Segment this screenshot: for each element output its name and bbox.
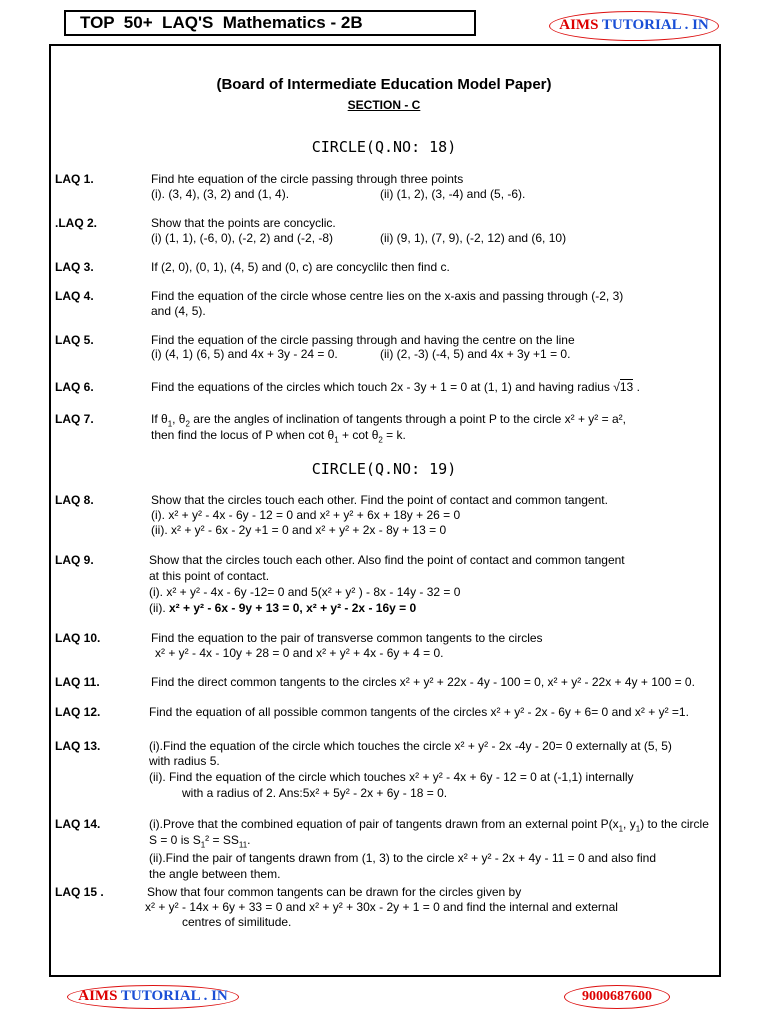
brand-logo-footer: AIMS TUTORIAL . IN [67, 985, 239, 1009]
question-label: LAQ 12. [55, 705, 101, 719]
question-part: (ii). x² + y² - 6x - 9y + 13 = 0, x² + y² - 2x - 16y = 0 [149, 601, 417, 615]
question-label: LAQ 1. [55, 172, 94, 186]
question-text: Find hte equation of the circle passing through three points [151, 172, 464, 186]
question-text: Find the equations of the circles which touch 2x - 3y + 1 = 0 at (1, 1) and having radius √13 . [151, 380, 640, 394]
question-text: x² + y² - 4x - 10y + 28 = 0 and x² + y² + 4x - 6y + 4 = 0. [155, 646, 444, 660]
question-part: (i) (4, 1) (6, 5) and 4x + 3y - 24 = 0. [151, 347, 338, 361]
question-text: Find the equation of the circle passing through and having the centre on the line [151, 333, 575, 347]
question-text: Find the equation of the circle whose centre lies on the x-axis and passing through (-2, 3) [151, 289, 624, 303]
question-text: centres of similitude. [182, 915, 292, 929]
heading-q18: CIRCLE(Q.NO: 18) [311, 138, 457, 156]
question-part: (ii) (1, 2), (3, -4) and (5, -6). [380, 187, 526, 201]
question-text: Find the direct common tangents to the circles x² + y² + 22x - 4y - 100 = 0, x² + y² - 22x + 4y + 100 = 0. [151, 675, 695, 689]
question-label: LAQ 5. [55, 333, 94, 347]
sqrt-icon: √ [613, 380, 620, 394]
sqrt-radicand: 13 [619, 380, 634, 394]
question-part: (ii) (2, -3) (-4, 5) and 4x + 3y +1 = 0. [380, 347, 571, 361]
question-part: (i). x² + y² - 4x - 6y - 12 = 0 and x² + y² + 6x + 18y + 26 = 0 [151, 508, 461, 522]
question-label: LAQ 15 . [55, 885, 104, 899]
question-part: (i). (3, 4), (3, 2) and (1, 4). [151, 187, 290, 201]
question-text: at this point of contact. [149, 569, 270, 583]
question-text: x² + y² - 14x + 6y + 33 = 0 and x² + y² + 30x - 2y + 1 = 0 and find the internal and external [145, 900, 618, 914]
question-text: Find the equation of all possible common tangents of the circles x² + y² - 2x - 6y + 6= 0 and x² + y² =1. [149, 705, 689, 719]
question-label: LAQ 4. [55, 289, 94, 303]
question-label: LAQ 11. [55, 675, 100, 689]
question-text: Show that the circles touch each other. Find the point of contact and common tangent. [151, 493, 608, 507]
phone-number: 9000687600 [564, 985, 670, 1009]
brand-logo-top: AIMS TUTORIAL . IN [549, 11, 719, 41]
question-part: (i) (1, 1), (-6, 0), (-2, 2) and (-2, -8) [151, 231, 334, 245]
heading-q19: CIRCLE(Q.NO: 19) [311, 460, 457, 478]
question-part: (i).Find the equation of the circle which touches the circle x² + y² - 2x -4y - 20= 0 externally at (5, 5) [149, 739, 672, 753]
question-label: LAQ 7. [55, 412, 94, 426]
question-part: with a radius of 2. Ans:5x² + 5y² - 2x + 6y - 18 = 0. [182, 786, 448, 800]
question-label: LAQ 10. [55, 631, 101, 645]
question-part: (i). x² + y² - 4x - 6y -12= 0 and 5(x² + y² ) - 8x - 14y - 32 = 0 [149, 585, 461, 599]
question-text: Show that the points are concyclic. [151, 216, 336, 230]
question-part: S = 0 is $S_1^2 = SS_{11}$. [149, 833, 251, 850]
question-part: (ii).Find the pair of tangents drawn from (1, 3) to the circle x² + y² - 2x + 4y - 11 = 0 and also find [149, 851, 657, 865]
question-part: with radius 5. [149, 754, 220, 768]
question-part: (ii). Find the equation of the circle which touches x² + y² - 4x + 6y - 12 = 0 at (-1,1) internally [149, 770, 634, 784]
question-part: (ii) (9, 1), (7, 9), (-2, 12) and (6, 10) [380, 231, 567, 245]
board-title: (Board of Intermediate Education Model Paper) [216, 76, 552, 93]
question-label: LAQ 14. [55, 817, 101, 831]
page-header-title: TOP 50+ LAQ'S Mathematics - 2B [64, 10, 476, 36]
question-text: If $\theta_1$, $\theta_2$ are the angles of inclination of tangents through a point P to the circle x² + y² = a², [151, 412, 626, 429]
question-text: Show that the circles touch each other. Also find the point of contact and common tangent [149, 553, 625, 567]
question-label: LAQ 6. [55, 380, 94, 394]
question-text: then find the locus of P when $\cot \theta_1 + \cot \theta_2 = k$. [151, 428, 406, 445]
question-label: LAQ 8. [55, 493, 94, 507]
question-part: (i).Prove that the combined equation of pair of tangents drawn from an external point $P(x_1$, $y_1$) to the circle [149, 817, 709, 834]
question-label: .LAQ 2. [55, 216, 98, 230]
question-part: (ii). x² + y² - 6x - 2y +1 = 0 and x² + y² + 2x - 8y + 13 = 0 [151, 523, 447, 537]
question-label: LAQ 9. [55, 553, 94, 567]
question-text: If (2, 0), (0, 1), (4, 5) and (0, c) are concyclilc then find c. [151, 260, 450, 274]
question-text: Show that four common tangents can be drawn for the circles given by [147, 885, 522, 899]
question-part: the angle between them. [149, 867, 281, 881]
question-text: and (4, 5). [151, 304, 206, 318]
question-label: LAQ 3. [55, 260, 94, 274]
question-text: Find the equation to the pair of transverse common tangents to the circles [151, 631, 543, 645]
section-title: SECTION - C [347, 98, 421, 112]
question-label: LAQ 13. [55, 739, 101, 753]
